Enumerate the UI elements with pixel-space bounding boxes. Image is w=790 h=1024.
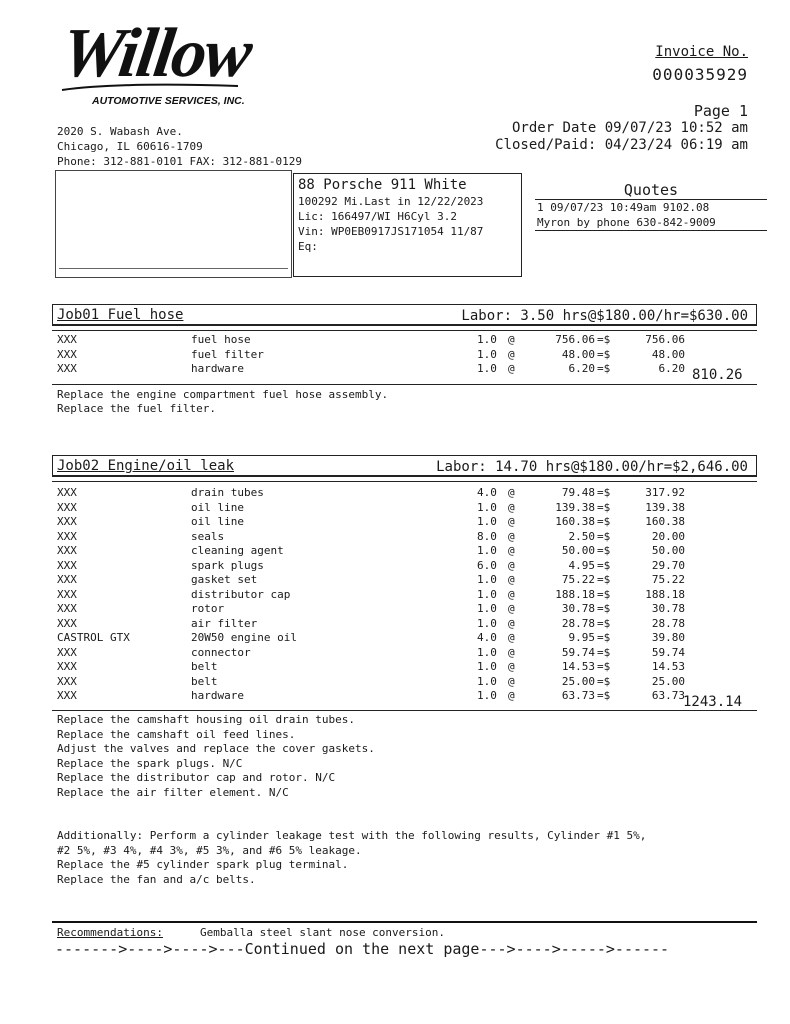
part-row <box>57 530 757 545</box>
part-qty: 1.0 <box>477 500 497 514</box>
additional-note: #2 5%, #3 4%, #4 3%, #5 3%, and #6 5% leakage. <box>57 843 362 857</box>
part-ext: 29.70 <box>651 558 685 572</box>
part-at: @ <box>508 689 515 702</box>
part-row <box>57 544 757 559</box>
part-code: XXX <box>57 558 77 572</box>
part-price: 30.78 <box>561 602 595 615</box>
invoice-number-label: Invoice No. <box>655 44 748 60</box>
part-price: 14.53 <box>561 660 595 673</box>
part-code: XXX <box>57 616 77 630</box>
job-note: Replace the air filter element. N/C <box>57 785 289 799</box>
part-qty: 8.0 <box>477 529 497 543</box>
vehicle-title: 88 Porsche 911 White <box>298 177 467 193</box>
part-code: XXX <box>57 660 77 673</box>
part-at: @ <box>508 616 515 630</box>
part-eq: =$ <box>597 602 611 615</box>
vehicle-box <box>293 173 522 277</box>
part-row <box>57 675 757 690</box>
part-at: @ <box>508 362 515 375</box>
part-price: 50.00 <box>561 544 595 557</box>
part-price: 139.38 <box>555 500 595 514</box>
part-desc: air filter <box>191 616 258 630</box>
part-desc: distributor cap <box>191 587 291 601</box>
job-parts-rule <box>52 481 757 482</box>
part-eq: =$ <box>597 529 611 543</box>
part-ext: 139.38 <box>645 500 685 514</box>
part-code: XXX <box>57 486 77 499</box>
part-code: XXX <box>57 602 77 615</box>
part-qty: 1.0 <box>477 347 497 361</box>
part-desc: spark plugs <box>191 558 264 572</box>
part-desc: rotor <box>191 602 225 615</box>
part-eq: =$ <box>597 558 611 572</box>
part-row <box>57 689 757 704</box>
part-desc: belt <box>191 674 218 688</box>
customer-box <box>55 170 292 278</box>
part-desc: connector <box>191 645 251 659</box>
part-price: 28.78 <box>561 616 595 630</box>
part-ext: 188.18 <box>645 587 685 601</box>
part-ext: 39.80 <box>651 631 685 644</box>
part-desc: fuel hose <box>191 333 251 346</box>
part-price: 4.95 <box>568 558 595 572</box>
invoice-number: 000035929 <box>652 65 748 84</box>
job-header-1 <box>52 304 757 326</box>
part-qty: 1.0 <box>477 689 497 702</box>
part-code: XXX <box>57 333 77 346</box>
part-qty: 1.0 <box>477 515 497 528</box>
part-desc: cleaning agent <box>191 544 284 557</box>
job-note: Replace the distributor cap and rotor. N/C <box>57 771 336 784</box>
closed-paid-date: Closed/Paid: 04/23/24 06:19 am <box>495 137 748 153</box>
part-eq: =$ <box>597 674 611 688</box>
part-ext: 160.38 <box>645 515 685 528</box>
part-row <box>57 573 757 588</box>
part-at: @ <box>508 660 515 673</box>
part-at: @ <box>508 486 515 499</box>
part-row <box>57 348 757 363</box>
job-note: Adjust the valves and replace the cover gaskets. <box>57 742 375 755</box>
part-ext: 20.00 <box>651 529 685 543</box>
part-ext: 63.73 <box>651 689 685 702</box>
part-ext: 75.22 <box>651 573 685 586</box>
part-eq: =$ <box>597 573 611 586</box>
part-price: 75.22 <box>561 573 595 586</box>
part-qty: 1.0 <box>477 616 497 630</box>
part-qty: 1.0 <box>477 587 497 601</box>
part-row <box>57 660 757 675</box>
part-row <box>57 559 757 574</box>
part-eq: =$ <box>597 689 611 702</box>
job-notes-rule <box>52 710 757 711</box>
part-price: 6.20 <box>568 362 595 375</box>
vehicle-eq: Eq: <box>298 240 318 253</box>
job-title: Job02 Engine/oil leak <box>57 458 235 474</box>
part-price: 25.00 <box>561 674 595 688</box>
address-line-2: Chicago, IL 60616-1709 <box>57 140 203 153</box>
part-code: XXX <box>57 689 77 702</box>
part-at: @ <box>508 602 515 615</box>
job-total: 1243.14 <box>683 694 743 710</box>
part-desc: hardware <box>191 689 244 702</box>
part-at: @ <box>508 333 515 346</box>
part-at: @ <box>508 544 515 557</box>
part-qty: 1.0 <box>477 645 497 659</box>
company-address <box>57 124 302 169</box>
part-desc: 20W50 engine oil <box>191 631 297 644</box>
part-at: @ <box>508 645 515 659</box>
recommendations-rule <box>52 921 757 923</box>
continued-footer: ------->---->---->---Continued on the next page--->---->----->------ <box>55 940 670 958</box>
part-ext: 50.00 <box>651 544 685 557</box>
part-qty: 4.0 <box>477 631 497 644</box>
part-row <box>57 486 757 501</box>
part-row <box>57 646 757 661</box>
address-line-1: 2020 S. Wabash Ave. <box>57 125 183 138</box>
part-at: @ <box>508 674 515 688</box>
part-eq: =$ <box>597 631 611 644</box>
part-code: XXX <box>57 573 77 586</box>
part-row <box>57 617 757 632</box>
part-eq: =$ <box>597 645 611 659</box>
part-ext: 756.06 <box>645 333 685 346</box>
part-desc: drain tubes <box>191 486 264 499</box>
part-price: 79.48 <box>561 486 595 499</box>
part-eq: =$ <box>597 660 611 673</box>
part-price: 48.00 <box>561 347 595 361</box>
part-row <box>57 588 757 603</box>
part-code: XXX <box>57 347 77 361</box>
part-eq: =$ <box>597 544 611 557</box>
part-price: 63.73 <box>561 689 595 702</box>
part-ext: 6.20 <box>658 362 685 375</box>
company-logo: Willow <box>56 15 256 92</box>
job-note: Replace the spark plugs. N/C <box>57 756 243 770</box>
part-price: 2.50 <box>568 529 595 543</box>
part-code: XXX <box>57 515 77 528</box>
part-price: 9.95 <box>568 631 595 644</box>
part-code: XXX <box>57 529 77 543</box>
job-header-2 <box>52 455 757 477</box>
part-price: 756.06 <box>555 333 595 346</box>
part-at: @ <box>508 515 515 528</box>
job-notes-rule <box>52 384 757 385</box>
part-code: CASTROL GTX <box>57 631 130 644</box>
job-total: 810.26 <box>692 367 743 383</box>
part-ext: 59.74 <box>651 645 685 659</box>
part-at: @ <box>508 573 515 586</box>
recommendations-label: Recommendations: <box>57 926 163 939</box>
part-qty: 1.0 <box>477 674 497 688</box>
logo-swoosh-icon <box>60 80 240 94</box>
part-ext: 30.78 <box>651 602 685 615</box>
part-code: XXX <box>57 674 77 688</box>
job-note: Replace the camshaft housing oil drain tubes. <box>57 713 356 726</box>
part-code: XXX <box>57 544 77 557</box>
part-at: @ <box>508 529 515 543</box>
part-desc: oil line <box>191 500 244 514</box>
part-at: @ <box>508 500 515 514</box>
part-desc: gasket set <box>191 573 258 586</box>
job-title: Job01 Fuel hose <box>57 307 184 323</box>
part-code: XXX <box>57 587 77 601</box>
part-row <box>57 501 757 516</box>
part-price: 160.38 <box>555 515 595 528</box>
part-at: @ <box>508 558 515 572</box>
job-note: Replace the engine compartment fuel hose assembly. <box>57 388 389 401</box>
part-qty: 1.0 <box>477 362 497 375</box>
vehicle-mileage: 100292 Mi.Last in 12/22/2023 <box>298 195 484 208</box>
company-subtitle: AUTOMOTIVE SERVICES, INC. <box>92 95 245 107</box>
part-eq: =$ <box>597 347 611 361</box>
job-note: Replace the camshaft oil feed lines. <box>57 727 296 741</box>
part-eq: =$ <box>597 500 611 514</box>
part-eq: =$ <box>597 362 611 375</box>
part-at: @ <box>508 347 515 361</box>
part-qty: 6.0 <box>477 558 497 572</box>
part-desc: hardware <box>191 362 244 375</box>
additional-note: Replace the #5 cylinder spark plug terminal. <box>57 858 349 871</box>
customer-box-rule <box>59 268 288 269</box>
job-labor: Labor: 3.50 hrs@$180.00/hr=$630.00 <box>461 308 748 324</box>
part-row <box>57 602 757 617</box>
job-labor: Labor: 14.70 hrs@$180.00/hr=$2,646.00 <box>436 459 748 475</box>
quote-line-1: 1 09/07/23 10:49am 9102.08 <box>537 201 710 214</box>
vehicle-license: Lic: 166497/WI H6Cyl 3.2 <box>298 210 457 223</box>
part-qty: 1.0 <box>477 573 497 586</box>
part-ext: 25.00 <box>651 674 685 688</box>
additional-note: Additionally: Perform a cylinder leakage test with the following results, Cylinder #1 5%, <box>57 829 647 842</box>
part-row <box>57 515 757 530</box>
part-ext: 48.00 <box>651 347 685 361</box>
part-row <box>57 333 757 348</box>
part-desc: seals <box>191 529 225 543</box>
part-price: 59.74 <box>561 645 595 659</box>
order-date: Order Date 09/07/23 10:52 am <box>511 120 748 136</box>
part-code: XXX <box>57 645 77 659</box>
quotes-rule-bottom <box>535 230 767 231</box>
part-eq: =$ <box>597 333 611 346</box>
phone-line: Phone: 312-881-0101 FAX: 312-881-0129 <box>57 155 303 168</box>
part-row <box>57 362 757 377</box>
part-ext: 14.53 <box>651 660 685 673</box>
part-eq: =$ <box>597 616 611 630</box>
part-qty: 1.0 <box>477 333 497 346</box>
part-price: 188.18 <box>555 587 595 601</box>
part-row <box>57 631 757 646</box>
part-code: XXX <box>57 362 77 375</box>
part-desc: fuel filter <box>191 347 264 361</box>
part-at: @ <box>508 631 515 644</box>
part-qty: 1.0 <box>477 602 497 615</box>
part-eq: =$ <box>597 486 611 499</box>
quote-line-2: Myron by phone 630-842-9009 <box>537 216 716 229</box>
job-parts-rule <box>52 330 757 331</box>
quotes-title: Quotes <box>623 181 679 199</box>
additional-note: Replace the fan and a/c belts. <box>57 872 256 886</box>
part-ext: 317.92 <box>645 486 685 499</box>
part-qty: 1.0 <box>477 660 497 673</box>
job-note: Replace the fuel filter. <box>57 402 216 415</box>
part-qty: 1.0 <box>477 544 497 557</box>
recommendations-text: Gemballa steel slant nose conversion. <box>200 926 446 939</box>
quotes-rule <box>535 199 767 200</box>
vehicle-vin: Vin: WP0EB0917JS171054 11/87 <box>298 225 484 238</box>
part-eq: =$ <box>597 515 611 528</box>
part-ext: 28.78 <box>651 616 685 630</box>
part-qty: 4.0 <box>477 486 497 499</box>
part-desc: oil line <box>191 515 244 528</box>
part-desc: belt <box>191 660 218 673</box>
part-code: XXX <box>57 500 77 514</box>
page-number: Page 1 <box>693 102 748 120</box>
part-at: @ <box>508 587 515 601</box>
part-eq: =$ <box>597 587 611 601</box>
